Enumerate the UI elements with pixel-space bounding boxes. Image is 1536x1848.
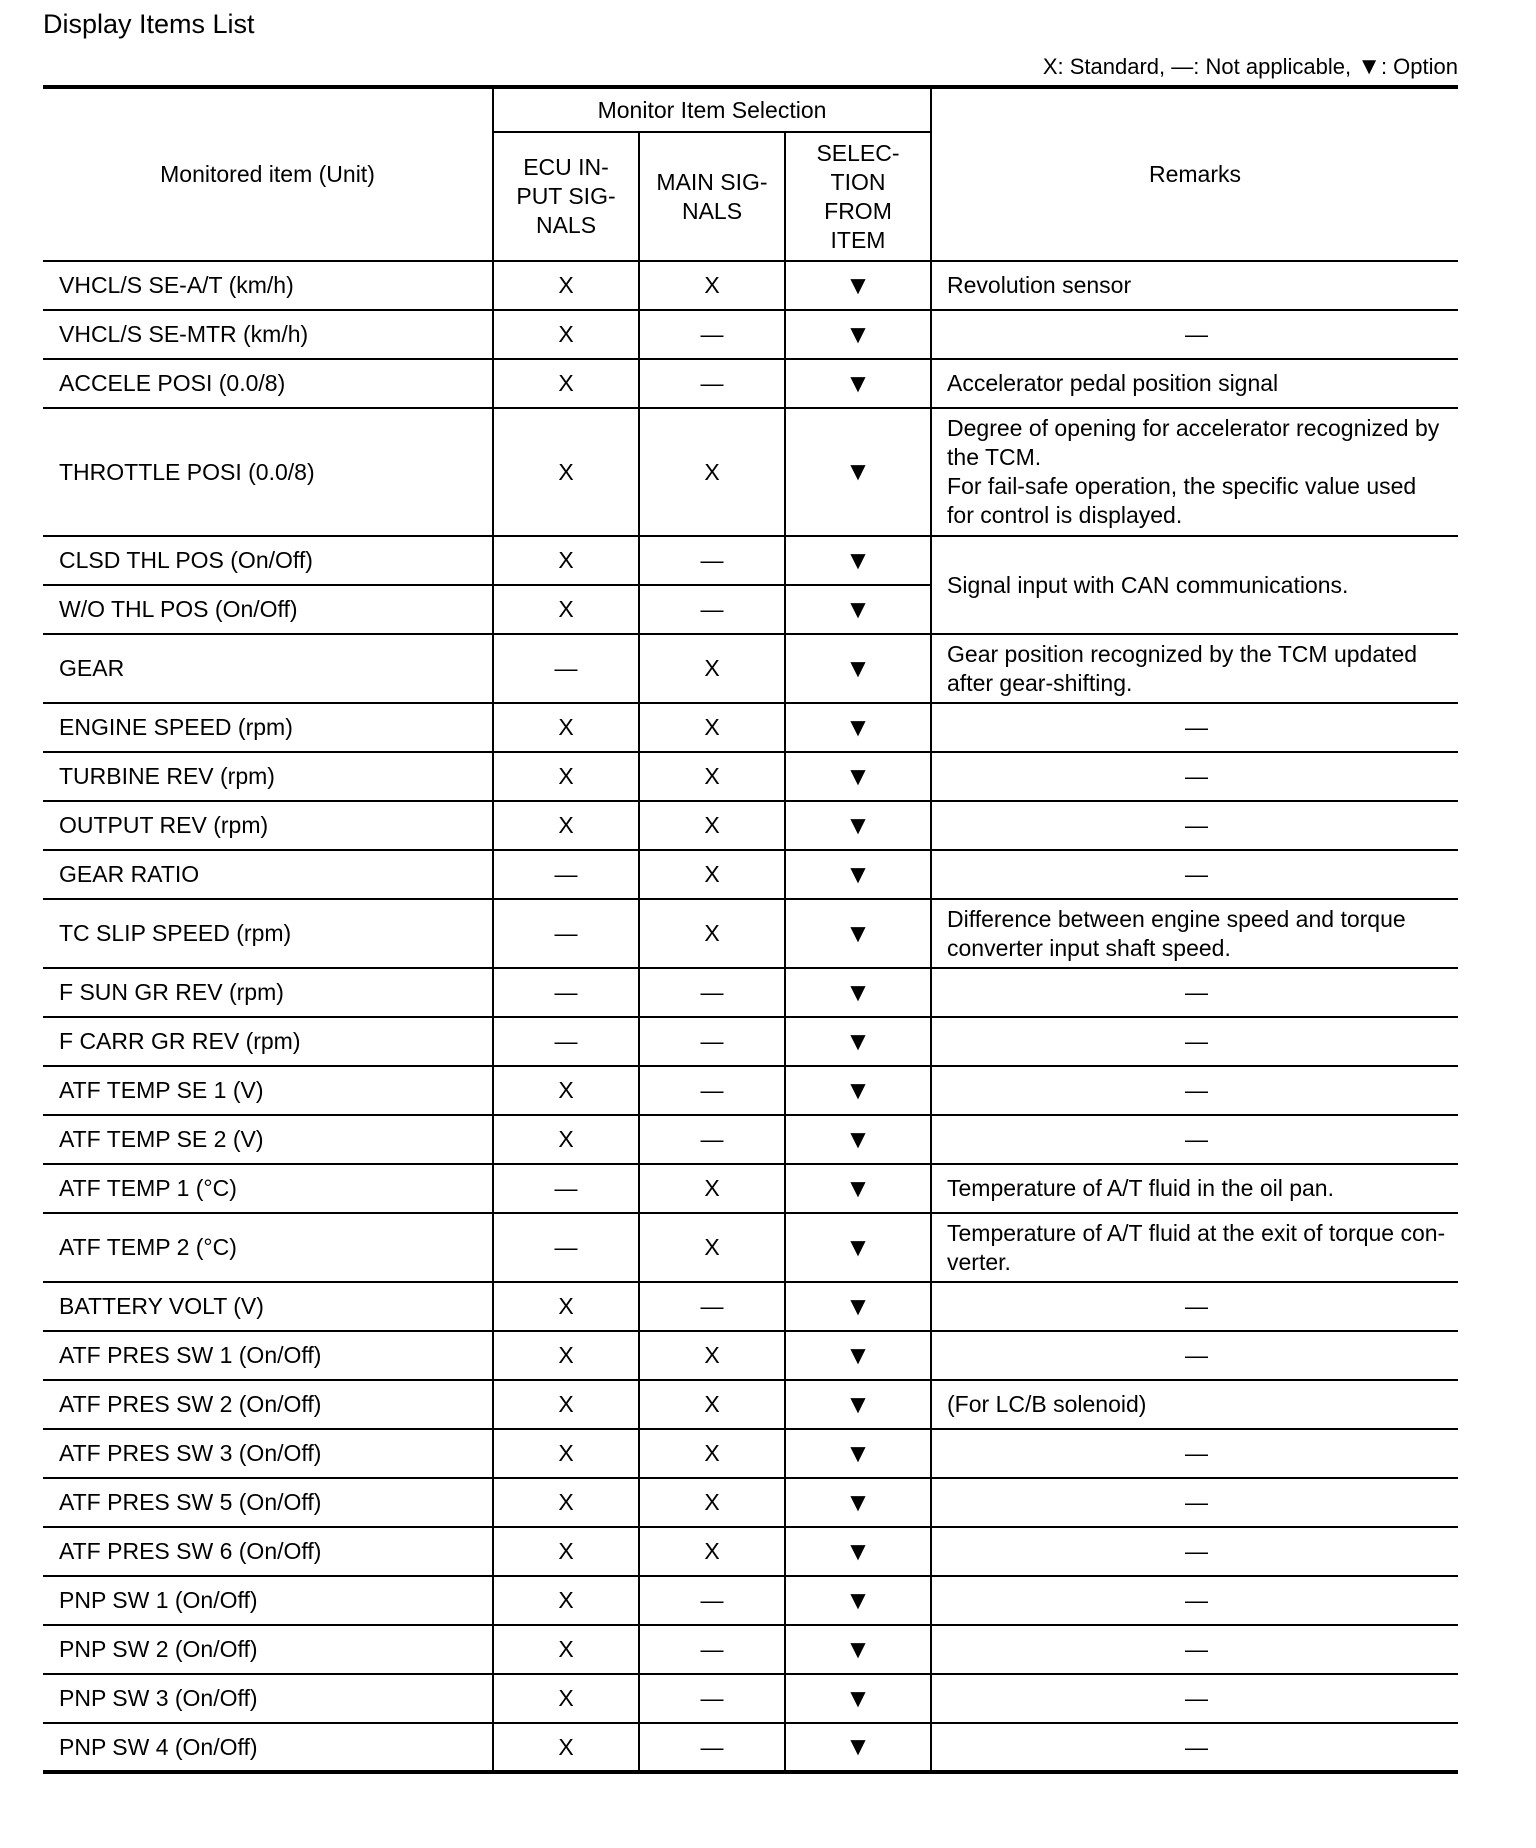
ecu-input-cell: X bbox=[493, 1066, 639, 1115]
main-signal-cell: X bbox=[639, 752, 785, 801]
remarks-text: Temperature of A/T fluid in the oil pan. bbox=[947, 1175, 1334, 1201]
remarks-text: — bbox=[1185, 1440, 1209, 1466]
header-selection-line: ITEM bbox=[830, 226, 886, 253]
ecu-input-cell: — bbox=[493, 1017, 639, 1066]
remarks-cell bbox=[931, 408, 1458, 536]
remarks-cell bbox=[931, 1164, 1458, 1213]
ecu-input-cell: X bbox=[493, 752, 639, 801]
table-row bbox=[43, 850, 1458, 899]
selection-cell bbox=[785, 1213, 931, 1282]
remarks-cell bbox=[931, 1380, 1458, 1429]
main-signal-cell: — bbox=[639, 1674, 785, 1723]
remarks-cell bbox=[931, 703, 1458, 752]
remarks-text: For fail-safe operation, the specific value used for control is displayed. bbox=[947, 473, 1417, 528]
remarks-text: — bbox=[1185, 763, 1209, 789]
table-row bbox=[43, 536, 1458, 585]
option-triangle-icon: ▼ bbox=[845, 456, 871, 486]
main-signal-cell: — bbox=[639, 1115, 785, 1164]
option-triangle-icon: ▼ bbox=[845, 1584, 871, 1615]
monitored-item-cell: ACCELE POSI (0.0/8) bbox=[43, 359, 493, 408]
ecu-input-cell: — bbox=[493, 634, 639, 703]
remarks-text: — bbox=[1185, 1636, 1209, 1662]
option-triangle-icon: ▼ bbox=[1357, 53, 1381, 80]
remarks-cell bbox=[931, 1723, 1458, 1772]
ecu-input-cell: X bbox=[493, 261, 639, 310]
monitored-item-cell: PNP SW 2 (On/Off) bbox=[43, 1625, 493, 1674]
option-triangle-icon: ▼ bbox=[845, 1486, 871, 1517]
table-row bbox=[43, 634, 1458, 703]
remarks-cell bbox=[931, 536, 1458, 634]
remarks-cell bbox=[931, 1625, 1458, 1674]
main-signal-cell: X bbox=[639, 634, 785, 703]
option-triangle-icon: ▼ bbox=[845, 593, 871, 624]
selection-cell bbox=[785, 359, 931, 408]
option-triangle-icon: ▼ bbox=[845, 858, 871, 889]
ecu-input-cell: — bbox=[493, 899, 639, 968]
monitored-item-cell: ATF TEMP 2 (°C) bbox=[43, 1213, 493, 1282]
ecu-input-cell: — bbox=[493, 1213, 639, 1282]
option-triangle-icon: ▼ bbox=[845, 652, 871, 683]
legend-option: : Option bbox=[1380, 54, 1458, 79]
main-signal-cell: X bbox=[639, 1380, 785, 1429]
legend bbox=[1043, 52, 1458, 82]
main-signal-cell: X bbox=[639, 1164, 785, 1213]
header-monitored-item: Monitored item (Unit) bbox=[43, 87, 493, 261]
display-items-table bbox=[43, 85, 1458, 1774]
selection-cell bbox=[785, 1527, 931, 1576]
main-signal-cell: — bbox=[639, 1282, 785, 1331]
main-signal-cell: — bbox=[639, 585, 785, 634]
remarks-text: — bbox=[1185, 1489, 1209, 1515]
remarks-text: Revolution sensor bbox=[947, 272, 1132, 298]
option-triangle-icon: ▼ bbox=[845, 269, 871, 300]
remarks-cell bbox=[931, 1674, 1458, 1723]
monitored-item-cell: ATF PRES SW 1 (On/Off) bbox=[43, 1331, 493, 1380]
remarks-text: Gear position recognized by the TCM updated after gear-shifting. bbox=[947, 640, 1418, 696]
table-row bbox=[43, 703, 1458, 752]
legend-standard: X: Standard, bbox=[1042, 54, 1166, 79]
header-main-line: NALS bbox=[681, 197, 743, 224]
monitored-item-cell: ATF TEMP 1 (°C) bbox=[43, 1164, 493, 1213]
header-ecu-line: PUT SIG- bbox=[516, 183, 616, 209]
ecu-input-cell: X bbox=[493, 1478, 639, 1527]
ecu-input-cell: X bbox=[493, 1576, 639, 1625]
table-row bbox=[43, 1017, 1458, 1066]
remarks-text: Accelerator pedal position signal bbox=[947, 370, 1279, 396]
main-signal-cell: X bbox=[639, 1429, 785, 1478]
table-row bbox=[43, 1576, 1458, 1625]
monitored-item-cell: ATF TEMP SE 1 (V) bbox=[43, 1066, 493, 1115]
ecu-input-cell: X bbox=[493, 408, 639, 536]
main-signal-cell: X bbox=[639, 899, 785, 968]
main-signal-cell: — bbox=[639, 536, 785, 585]
selection-cell bbox=[785, 1017, 931, 1066]
remarks-cell bbox=[931, 752, 1458, 801]
remarks-cell bbox=[931, 1429, 1458, 1478]
header-main-line: MAIN SIG- bbox=[656, 168, 768, 195]
monitored-item-cell: VHCL/S SE-A/T (km/h) bbox=[43, 261, 493, 310]
ecu-input-cell: — bbox=[493, 1164, 639, 1213]
ecu-input-cell: X bbox=[493, 703, 639, 752]
main-signal-cell: X bbox=[639, 261, 785, 310]
table-row bbox=[43, 801, 1458, 850]
ecu-input-cell: X bbox=[493, 1625, 639, 1674]
ecu-input-cell: — bbox=[493, 850, 639, 899]
monitored-item-cell: ATF PRES SW 2 (On/Off) bbox=[43, 1380, 493, 1429]
selection-cell bbox=[785, 703, 931, 752]
ecu-input-cell: X bbox=[493, 1723, 639, 1772]
selection-cell bbox=[785, 968, 931, 1017]
header-selection-from-item bbox=[785, 132, 931, 261]
option-triangle-icon: ▼ bbox=[845, 318, 871, 349]
selection-cell bbox=[785, 1282, 931, 1331]
ecu-input-cell: X bbox=[493, 310, 639, 359]
header-selection-line: FROM bbox=[824, 197, 892, 224]
main-signal-cell: X bbox=[639, 1331, 785, 1380]
selection-cell bbox=[785, 1674, 931, 1723]
table-row bbox=[43, 408, 1458, 536]
selection-cell bbox=[785, 850, 931, 899]
remarks-text: — bbox=[1185, 1685, 1209, 1711]
monitored-item-cell: ATF TEMP SE 2 (V) bbox=[43, 1115, 493, 1164]
main-signal-cell: — bbox=[639, 1066, 785, 1115]
ecu-input-cell: X bbox=[493, 1282, 639, 1331]
table-row bbox=[43, 359, 1458, 408]
monitored-item-cell: THROTTLE POSI (0.0/8) bbox=[43, 408, 493, 536]
remarks-text: Degree of opening for accelerator recognized by the TCM. bbox=[947, 415, 1440, 470]
header-ecu-line: NALS bbox=[535, 212, 597, 238]
remarks-cell bbox=[931, 1115, 1458, 1164]
selection-cell bbox=[785, 1115, 931, 1164]
main-signal-cell: X bbox=[639, 408, 785, 536]
ecu-input-cell: X bbox=[493, 1115, 639, 1164]
table-row bbox=[43, 1115, 1458, 1164]
table-row bbox=[43, 1213, 1458, 1282]
monitored-item-cell: ATF PRES SW 5 (On/Off) bbox=[43, 1478, 493, 1527]
option-triangle-icon: ▼ bbox=[845, 1025, 871, 1056]
remarks-cell bbox=[931, 1282, 1458, 1331]
remarks-cell bbox=[931, 634, 1458, 703]
remarks-cell bbox=[931, 1331, 1458, 1380]
main-signal-cell: — bbox=[639, 1723, 785, 1772]
remarks-text: Temperature of A/T fluid at the exit of torque con-verter. bbox=[947, 1219, 1446, 1275]
main-signal-cell: — bbox=[639, 1576, 785, 1625]
remarks-text: Signal input with CAN communications. bbox=[947, 571, 1349, 598]
option-triangle-icon: ▼ bbox=[845, 711, 871, 742]
ecu-input-cell: X bbox=[493, 359, 639, 408]
ecu-input-cell: — bbox=[493, 968, 639, 1017]
main-signal-cell: X bbox=[639, 1213, 785, 1282]
table-row bbox=[43, 1674, 1458, 1723]
header-row bbox=[43, 87, 1458, 132]
ecu-input-cell: X bbox=[493, 585, 639, 634]
option-triangle-icon: ▼ bbox=[845, 976, 871, 1007]
remarks-text: (For LC/B solenoid) bbox=[947, 1391, 1147, 1417]
selection-cell bbox=[785, 408, 931, 536]
main-signal-cell: X bbox=[639, 801, 785, 850]
remarks-text: — bbox=[1185, 1293, 1209, 1319]
header-selection-line: TION bbox=[830, 168, 886, 195]
option-triangle-icon: ▼ bbox=[845, 1231, 871, 1262]
main-signal-cell: — bbox=[639, 968, 785, 1017]
monitored-item-cell: CLSD THL POS (On/Off) bbox=[43, 536, 493, 585]
table-row bbox=[43, 899, 1458, 968]
option-triangle-icon: ▼ bbox=[845, 1682, 871, 1713]
option-triangle-icon: ▼ bbox=[845, 1123, 871, 1154]
main-signal-cell: X bbox=[639, 850, 785, 899]
option-triangle-icon: ▼ bbox=[845, 1633, 871, 1664]
selection-cell bbox=[785, 1478, 931, 1527]
main-signal-cell: — bbox=[639, 1625, 785, 1674]
ecu-input-cell: X bbox=[493, 1331, 639, 1380]
monitored-item-cell: W/O THL POS (On/Off) bbox=[43, 585, 493, 634]
table-header bbox=[43, 87, 1458, 261]
remarks-cell bbox=[931, 850, 1458, 899]
monitored-item-cell: OUTPUT REV (rpm) bbox=[43, 801, 493, 850]
selection-cell bbox=[785, 310, 931, 359]
monitored-item-cell: TURBINE REV (rpm) bbox=[43, 752, 493, 801]
remarks-text: — bbox=[1185, 861, 1209, 887]
option-triangle-icon: ▼ bbox=[845, 367, 871, 398]
monitored-item-cell: PNP SW 4 (On/Off) bbox=[43, 1723, 493, 1772]
table-row bbox=[43, 1282, 1458, 1331]
option-triangle-icon: ▼ bbox=[845, 917, 871, 948]
option-triangle-icon: ▼ bbox=[845, 1388, 871, 1419]
selection-cell bbox=[785, 1429, 931, 1478]
remarks-text: — bbox=[1185, 1342, 1209, 1368]
option-triangle-icon: ▼ bbox=[845, 1731, 871, 1761]
remarks-cell bbox=[931, 1478, 1458, 1527]
remarks-text: — bbox=[1185, 1538, 1209, 1564]
option-triangle-icon: ▼ bbox=[845, 760, 871, 791]
remarks-cell bbox=[931, 310, 1458, 359]
remarks-text: — bbox=[1185, 1587, 1209, 1613]
ecu-input-cell: X bbox=[493, 1674, 639, 1723]
ecu-input-cell: X bbox=[493, 1527, 639, 1576]
selection-cell bbox=[785, 1625, 931, 1674]
remarks-cell bbox=[931, 1066, 1458, 1115]
main-signal-cell: X bbox=[639, 1527, 785, 1576]
selection-cell bbox=[785, 899, 931, 968]
header-selection-line: SELEC- bbox=[816, 139, 900, 166]
remarks-text: — bbox=[1185, 1126, 1209, 1152]
monitored-item-cell: GEAR bbox=[43, 634, 493, 703]
table-row bbox=[43, 310, 1458, 359]
remarks-cell bbox=[931, 1576, 1458, 1625]
monitored-item-cell: F SUN GR REV (rpm) bbox=[43, 968, 493, 1017]
legend-not-applicable: —: Not applicable, bbox=[1171, 54, 1352, 79]
table-row bbox=[43, 1527, 1458, 1576]
monitored-item-cell: GEAR RATIO bbox=[43, 850, 493, 899]
table-row bbox=[43, 1331, 1458, 1380]
table-row bbox=[43, 1066, 1458, 1115]
remarks-cell bbox=[931, 801, 1458, 850]
table-row bbox=[43, 1723, 1458, 1772]
table-row bbox=[43, 752, 1458, 801]
remarks-text: — bbox=[1185, 1028, 1209, 1054]
monitored-item-cell: F CARR GR REV (rpm) bbox=[43, 1017, 493, 1066]
table-row bbox=[43, 1625, 1458, 1674]
monitored-item-cell: TC SLIP SPEED (rpm) bbox=[43, 899, 493, 968]
selection-cell bbox=[785, 261, 931, 310]
selection-cell bbox=[785, 1380, 931, 1429]
remarks-cell bbox=[931, 1527, 1458, 1576]
option-triangle-icon: ▼ bbox=[845, 1172, 871, 1203]
remarks-text: — bbox=[1185, 979, 1209, 1005]
table-row bbox=[43, 261, 1458, 310]
monitored-item-cell: ENGINE SPEED (rpm) bbox=[43, 703, 493, 752]
remarks-text: — bbox=[1185, 321, 1209, 347]
monitored-item-cell: PNP SW 3 (On/Off) bbox=[43, 1674, 493, 1723]
option-triangle-icon: ▼ bbox=[845, 1290, 871, 1321]
ecu-input-cell: X bbox=[493, 536, 639, 585]
ecu-input-cell: X bbox=[493, 1380, 639, 1429]
monitored-item-cell: BATTERY VOLT (V) bbox=[43, 1282, 493, 1331]
remarks-cell bbox=[931, 359, 1458, 408]
main-signal-cell: — bbox=[639, 1017, 785, 1066]
option-triangle-icon: ▼ bbox=[845, 544, 871, 575]
selection-cell bbox=[785, 634, 931, 703]
selection-cell bbox=[785, 585, 931, 634]
ecu-input-cell: X bbox=[493, 1429, 639, 1478]
monitored-item-cell: VHCL/S SE-MTR (km/h) bbox=[43, 310, 493, 359]
selection-cell bbox=[785, 1066, 931, 1115]
header-ecu-line: ECU IN- bbox=[523, 154, 609, 180]
table-row bbox=[43, 1478, 1458, 1527]
table-body bbox=[43, 261, 1458, 1772]
remarks-text: — bbox=[1185, 812, 1209, 838]
remarks-cell bbox=[931, 968, 1458, 1017]
remarks-cell bbox=[931, 261, 1458, 310]
monitored-item-cell: ATF PRES SW 6 (On/Off) bbox=[43, 1527, 493, 1576]
selection-cell bbox=[785, 801, 931, 850]
page-title: Display Items List bbox=[43, 9, 255, 39]
option-triangle-icon: ▼ bbox=[845, 1074, 871, 1105]
option-triangle-icon: ▼ bbox=[845, 1437, 871, 1468]
monitored-item-cell: ATF PRES SW 3 (On/Off) bbox=[43, 1429, 493, 1478]
remarks-text: — bbox=[1185, 1733, 1209, 1760]
remarks-cell bbox=[931, 1213, 1458, 1282]
table-row bbox=[43, 1429, 1458, 1478]
option-triangle-icon: ▼ bbox=[845, 1339, 871, 1370]
header-remarks: Remarks bbox=[931, 87, 1458, 261]
selection-cell bbox=[785, 1723, 931, 1772]
main-signal-cell: — bbox=[639, 310, 785, 359]
header-monitor-item-selection: Monitor Item Selection bbox=[493, 87, 931, 132]
main-signal-cell: — bbox=[639, 359, 785, 408]
remarks-cell bbox=[931, 1017, 1458, 1066]
main-signal-cell: X bbox=[639, 703, 785, 752]
remarks-text: Difference between engine speed and torque converter input shaft speed. bbox=[947, 905, 1406, 961]
ecu-input-cell: X bbox=[493, 801, 639, 850]
selection-cell bbox=[785, 1331, 931, 1380]
selection-cell bbox=[785, 1576, 931, 1625]
option-triangle-icon: ▼ bbox=[845, 1535, 871, 1566]
remarks-text: — bbox=[1185, 714, 1209, 740]
option-triangle-icon: ▼ bbox=[845, 809, 871, 840]
table-row bbox=[43, 968, 1458, 1017]
monitored-item-cell: PNP SW 1 (On/Off) bbox=[43, 1576, 493, 1625]
selection-cell bbox=[785, 1164, 931, 1213]
remarks-text: — bbox=[1185, 1077, 1209, 1103]
table-row bbox=[43, 1380, 1458, 1429]
remarks-cell bbox=[931, 899, 1458, 968]
header-main-signals bbox=[639, 132, 785, 261]
selection-cell bbox=[785, 536, 931, 585]
header-ecu-input-signals bbox=[493, 132, 639, 261]
main-signal-cell: X bbox=[639, 1478, 785, 1527]
table-row bbox=[43, 1164, 1458, 1213]
selection-cell bbox=[785, 752, 931, 801]
